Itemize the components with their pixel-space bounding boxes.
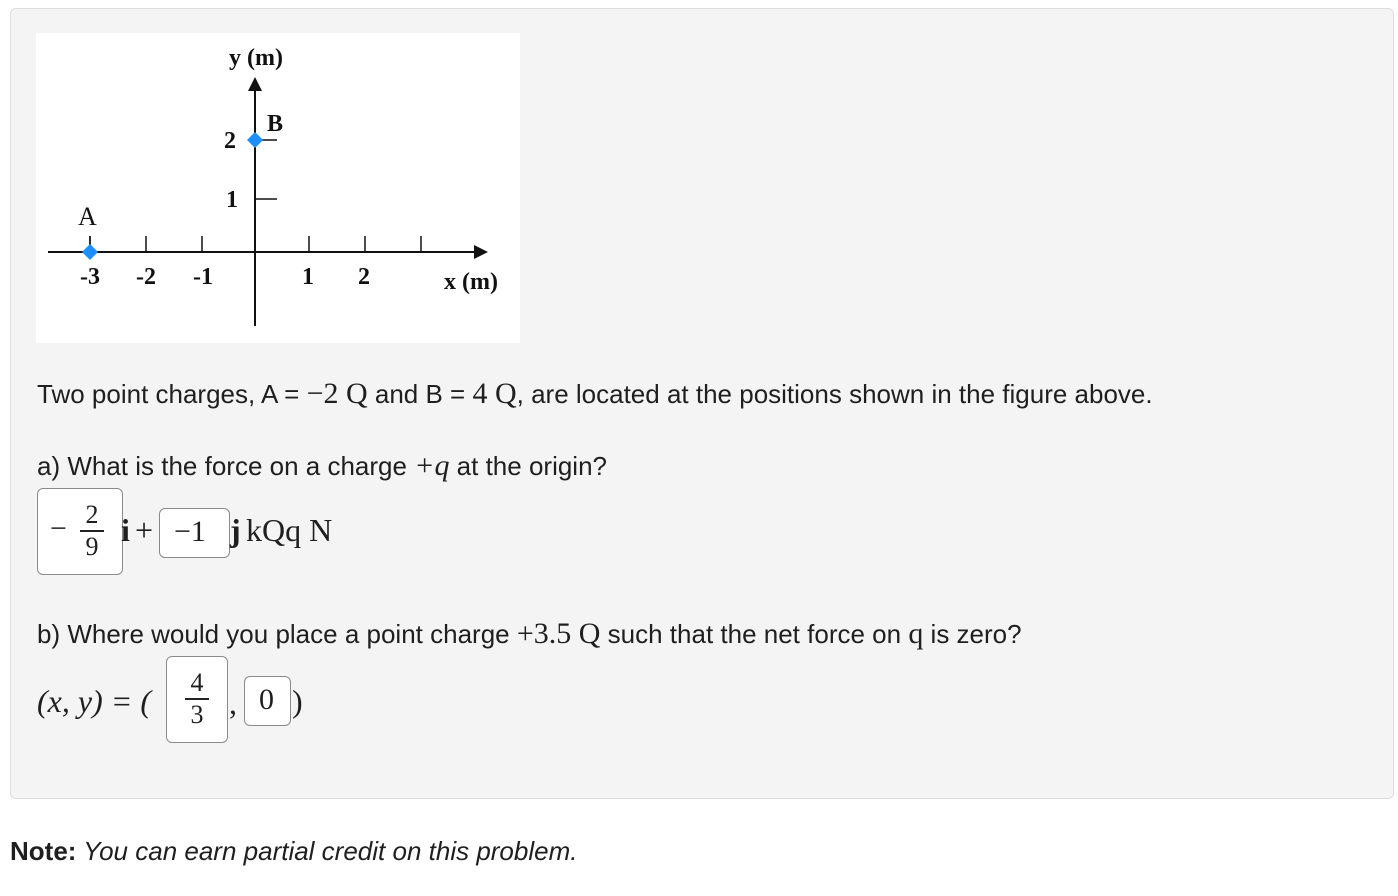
x-tick-label-2: 2 — [358, 264, 370, 290]
test-charge: +q — [414, 449, 450, 482]
problem-panel — [10, 8, 1394, 799]
answer-y-value: 0 — [259, 683, 274, 716]
x-tick-label-neg2: -2 — [136, 264, 156, 290]
part-a-post: at the origin? — [449, 451, 608, 481]
part-b-question — [37, 617, 1022, 651]
statement-pre: Two point charges, A = — [37, 379, 307, 409]
point-a-marker — [82, 244, 98, 260]
answer-box-i-component[interactable] — [37, 488, 123, 575]
part-b-pre: b) Where would you place a point charge — [37, 619, 517, 649]
answer-i-fraction — [80, 501, 104, 561]
statement-post: , are located at the positions shown in the figure above. — [516, 379, 1153, 409]
statement-mid: and B = — [367, 379, 473, 409]
coordinate-lhs: (x, y) = ( — [37, 683, 151, 719]
charge-a-value: −2 Q — [306, 377, 368, 410]
coordinate-close-paren: ) — [292, 683, 303, 719]
partial-credit-note — [10, 834, 577, 868]
force-units: kQq N — [246, 512, 333, 548]
plus-sign: + — [135, 512, 154, 548]
charge-b-value: 4 Q — [472, 377, 517, 410]
x-axis-arrow — [474, 245, 488, 259]
part-b-post: is zero? — [923, 619, 1022, 649]
answer-i-numerator: 2 — [85, 500, 99, 529]
answer-box-y[interactable] — [244, 676, 291, 726]
answer-x-fraction — [185, 669, 209, 729]
x-axis-label: x (m) — [444, 269, 498, 295]
note-text: You can earn partial credit on this problem. — [76, 836, 578, 866]
x-tick-label-neg3: -3 — [80, 264, 100, 290]
answer-x-numerator: 4 — [190, 668, 204, 697]
third-charge: +3.5 Q — [516, 617, 601, 650]
part-a-question — [37, 449, 607, 483]
note-label: Note: — [10, 836, 77, 866]
answer-j-value: −1 — [174, 515, 206, 548]
coordinate-plot — [36, 33, 520, 343]
y-axis-label: y (m) — [229, 45, 283, 71]
y-tick-label-2: 2 — [224, 128, 236, 154]
x-tick-label-1: 1 — [302, 264, 314, 290]
point-b-marker — [247, 132, 263, 148]
answer-i-sign: − — [50, 512, 67, 545]
charge-position-figure — [36, 33, 520, 343]
answer-box-j-component[interactable] — [159, 508, 230, 558]
x-tick-label-neg1: -1 — [193, 264, 213, 290]
point-b-label: B — [267, 111, 284, 137]
unit-vector-i: i — [121, 512, 130, 548]
point-a-label: A — [78, 202, 97, 231]
q-symbol: q — [908, 617, 924, 650]
part-a-pre: a) What is the force on a charge — [37, 451, 415, 481]
answer-i-denominator: 9 — [85, 531, 99, 561]
coordinate-comma: , — [229, 685, 237, 721]
y-tick-label-1: 1 — [226, 187, 238, 213]
y-axis-arrow — [248, 77, 262, 91]
answer-x-denominator: 3 — [190, 699, 204, 729]
unit-vector-j: j — [230, 512, 241, 548]
problem-statement — [37, 377, 1153, 411]
answer-box-x[interactable] — [166, 656, 228, 743]
part-b-mid: such that the net force on — [600, 619, 909, 649]
